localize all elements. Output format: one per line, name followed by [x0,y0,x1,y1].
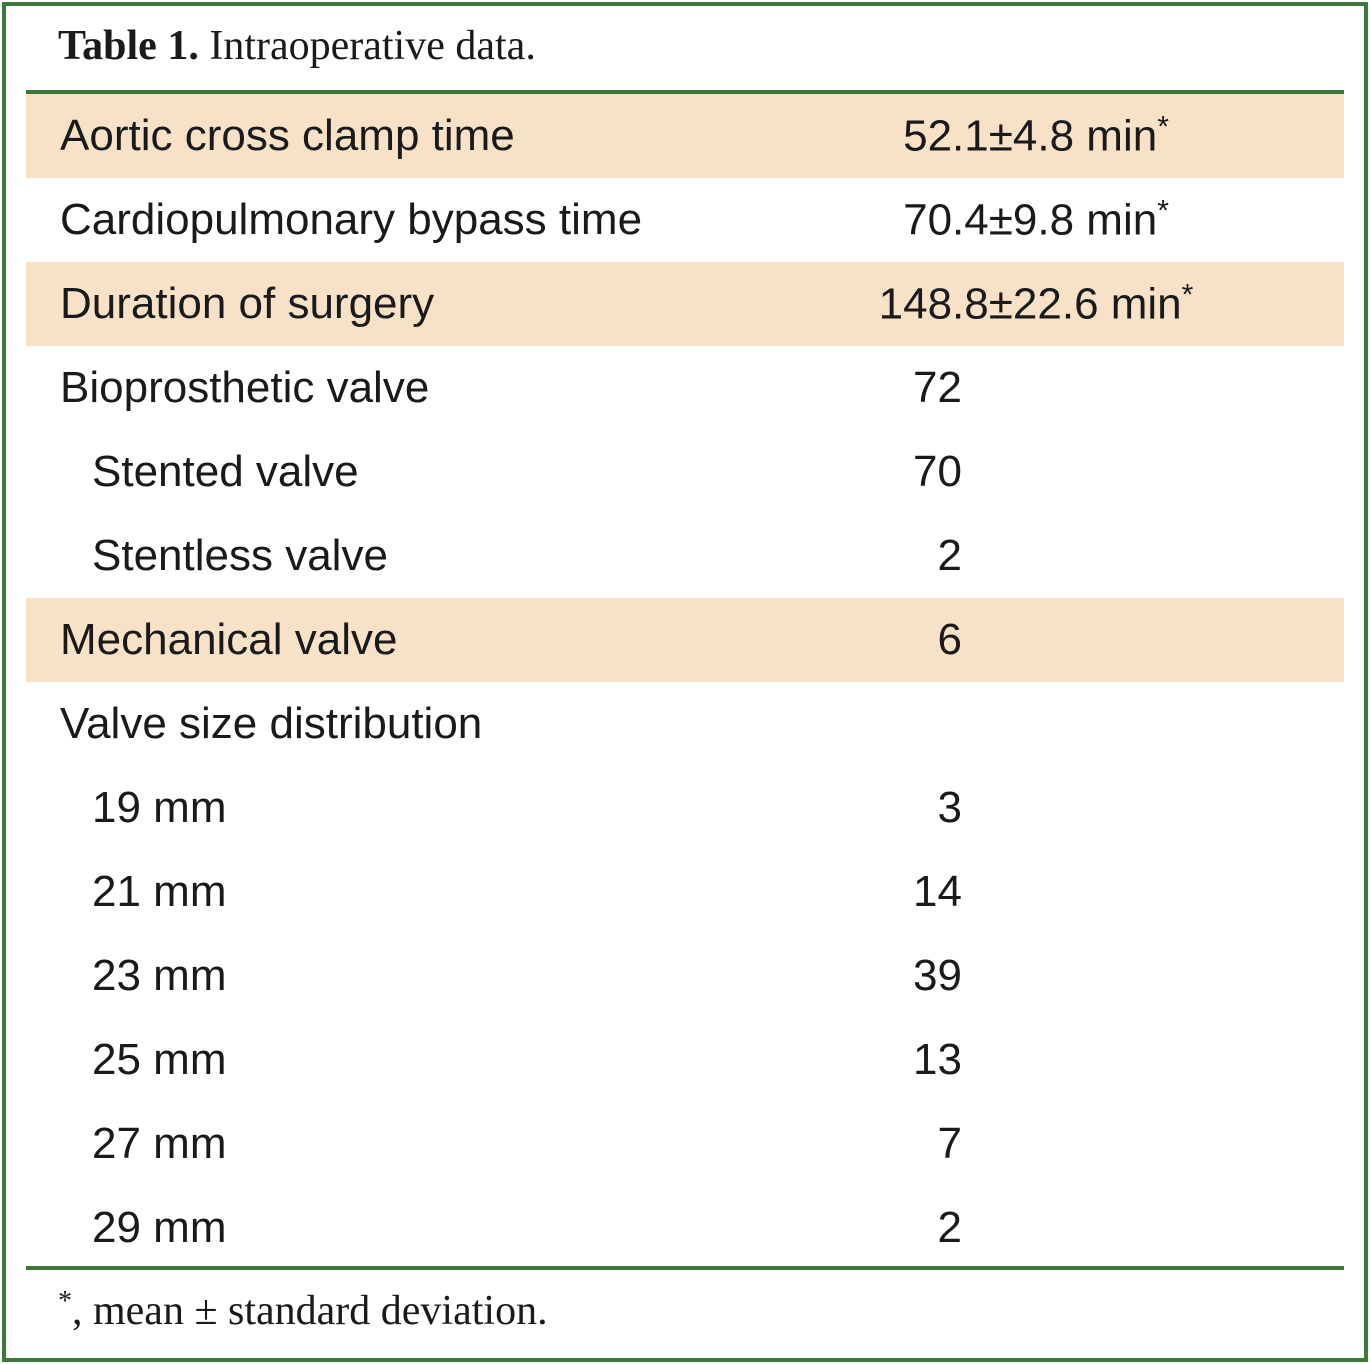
row-label: Bioprosthetic valve [60,363,430,412]
row-label: Stented valve [92,447,359,496]
row-value [786,195,1286,246]
row-value-mark: * [1157,110,1169,144]
table-footnote [58,1286,548,1335]
table-row [26,850,1344,934]
row-value-text: 72 [913,363,962,412]
row-value [846,447,962,497]
row-value-mark: * [1157,194,1169,228]
table-row [26,178,1344,262]
table-row [26,1102,1344,1186]
table-row [26,430,1344,514]
row-label: 23 mm [92,951,227,1000]
row-value-text: 70.4±9.8 min [903,195,1158,245]
row-label: Valve size distribution [60,699,483,748]
row-value [786,279,1286,330]
row-label: Duration of surgery [60,279,435,328]
row-value [846,1203,962,1253]
table-bottom-rule [26,1266,1344,1270]
table-row [26,934,1344,1018]
table-row [26,262,1344,346]
row-label: 21 mm [92,867,227,916]
row-label: 29 mm [92,1203,227,1252]
row-value [846,363,962,413]
table-row [26,514,1344,598]
row-value-text: 39 [913,951,962,1000]
row-label: 27 mm [92,1119,227,1168]
table-row [26,682,1344,766]
row-value [846,531,962,581]
table-row [26,766,1344,850]
row-value [846,867,962,917]
row-value-text: 2 [937,531,962,580]
row-value-text: 52.1±4.8 min [903,111,1158,161]
table-caption-title: Intraoperative data. [209,23,536,69]
row-label: 25 mm [92,1035,227,1084]
row-value-text: 6 [937,615,962,664]
table-row [26,346,1344,430]
row-value [846,1119,962,1169]
table-row [26,598,1344,682]
row-value-text: 7 [937,1119,962,1168]
row-value-text: 14 [913,867,962,916]
table-row [26,94,1344,178]
row-value-text: 70 [913,447,962,496]
row-value [846,615,962,665]
row-value [846,1035,962,1085]
footnote-mark: * [58,1286,72,1317]
row-value-text: 3 [937,783,962,832]
table-row [26,1018,1344,1102]
row-label: Aortic cross clamp time [60,111,515,160]
row-label: Mechanical valve [60,615,398,664]
row-label: Cardiopulmonary bypass time [60,195,643,244]
row-value-mark: * [1181,278,1194,312]
footnote-text: , mean ± standard deviation. [72,1288,548,1334]
row-value-text: 2 [937,1203,962,1252]
row-value [786,111,1286,162]
table-row [26,1186,1344,1270]
row-value-text: 148.8±22.6 min [878,279,1182,329]
row-value [846,783,962,833]
row-value [846,951,962,1001]
table-body [26,94,1344,1270]
table-caption [58,22,536,70]
table-caption-label: Table 1. [58,23,199,69]
row-label: 19 mm [92,783,227,832]
row-value-text: 13 [913,1035,962,1084]
row-label: Stentless valve [92,531,388,580]
